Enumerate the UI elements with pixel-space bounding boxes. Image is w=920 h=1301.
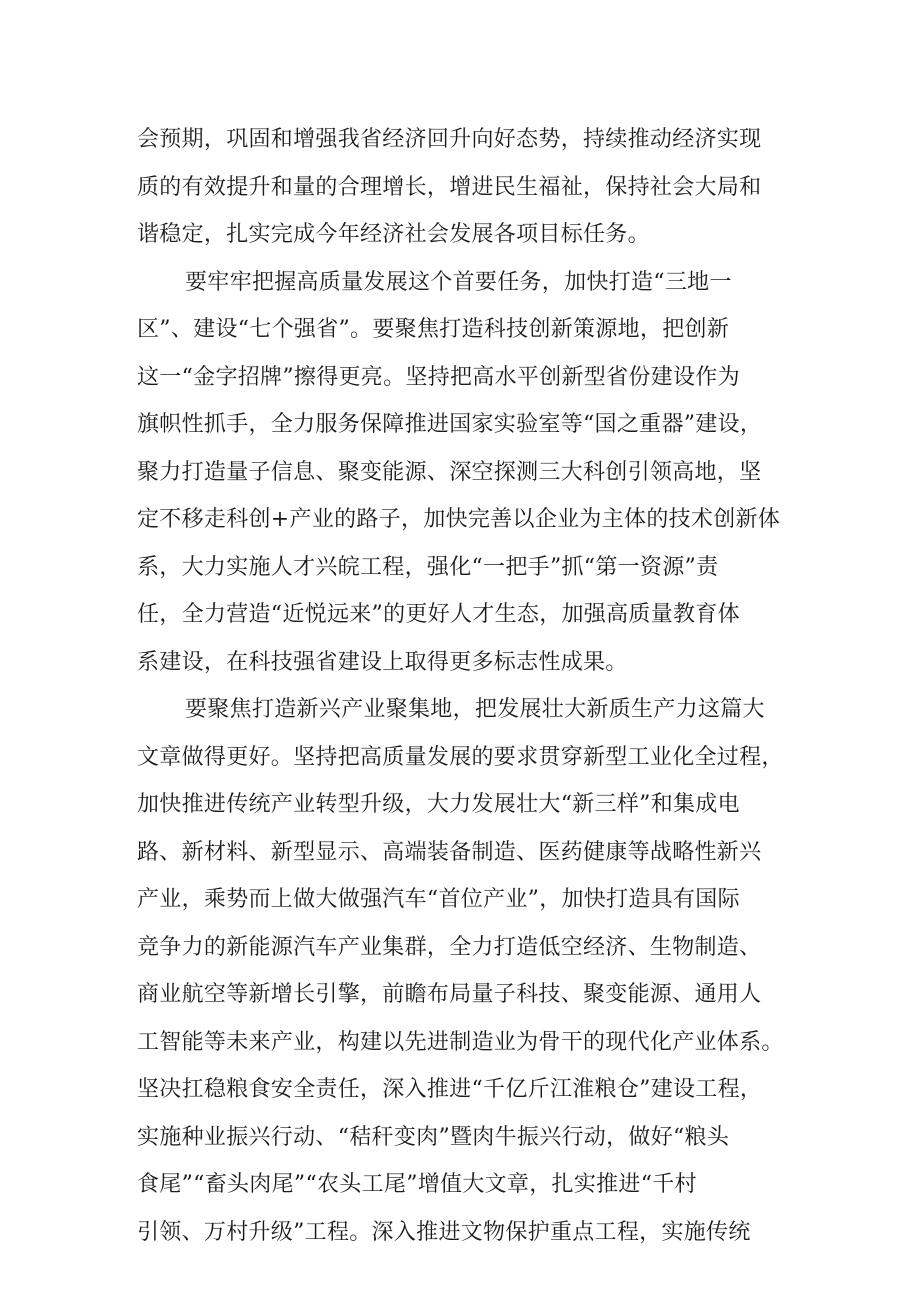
text-line: 旗帜性抓手，全力服务保障推进国家实验室等“国之重器”建设，	[137, 412, 763, 437]
paragraph-first-line: 要聚焦打造新兴产业聚集地，把发展壮大新质生产力这篇大	[185, 697, 765, 722]
text-line: 工智能等未来产业，构建以先进制造业为骨干的现代化产业体系。	[137, 1029, 784, 1055]
text-line: 文章做得更好。坚持把高质量发展的要求贯穿新型工业化全过程，	[137, 744, 784, 770]
text-line: 聚力打造量子信息、聚变能源、深空探测三大科创引领高地，坚	[137, 459, 762, 485]
text-line: 商业航空等新增长引擎，前瞻布局量子科技、聚变能源、通用人	[137, 982, 762, 1007]
text-line: 定不移走科创+产业的路子，加快完善以企业为主体的技术创新体	[137, 507, 781, 532]
text-line: 区”、建设“七个强省”。要聚焦打造科技创新策源地，把创新	[137, 317, 730, 342]
text-line: 实施种业振兴行动、“秸秆变肉”暨肉牛振兴行动，做好“粮头	[137, 1124, 730, 1150]
paragraph-first-line: 要牢牢把握高质量发展这个首要任务，加快打造“三地一	[185, 269, 732, 295]
text-line: 竞争力的新能源汽车产业集群，全力打造低空经济、生物制造、	[137, 934, 762, 960]
text-line: 食尾”“畜头肉尾”“农头工尾”增值大文章，扎实推进“千村	[137, 1172, 697, 1197]
text-line: 加快推进传统产业转型升级，大力发展壮大“新三样”和集成电	[137, 792, 740, 817]
text-line: 系建设，在科技强省建设上取得更多标志性成果。	[137, 649, 628, 675]
text-line: 任，全力营造“近悦远来”的更好人才生态，加强高质量教育体	[137, 602, 740, 627]
text-line: 引领、万村升级”工程。深入推进文物保护重点工程，实施传统	[137, 1219, 751, 1245]
text-line: 质的有效提升和量的合理增长，增进民生福祉，保持社会大局和	[137, 174, 762, 200]
text-line: 谐稳定，扎实完成今年经济社会发展各项目标任务。	[137, 222, 650, 247]
body-text	[137, 116, 797, 1256]
text-line: 会预期，巩固和增强我省经济回升向好态势，持续推动经济实现	[137, 127, 762, 152]
text-line: 这一“金字招牌”擦得更亮。坚持把高水平创新型省份建设作为	[137, 364, 740, 390]
text-line: 产业，乘势而上做大做强汽车“首位产业”，加快打造具有国际	[137, 887, 740, 912]
text-line: 路、新材料、新型显示、高端装备制造、医药健康等战略性新兴	[137, 839, 762, 865]
text-line: 坚决扛稳粮食安全责任，深入推进“千亿斤江淮粮仓”建设工程，	[137, 1077, 763, 1102]
text-line: 系，大力实施人才兴皖工程，强化“一把手”抓“第一资源”责	[137, 554, 719, 580]
